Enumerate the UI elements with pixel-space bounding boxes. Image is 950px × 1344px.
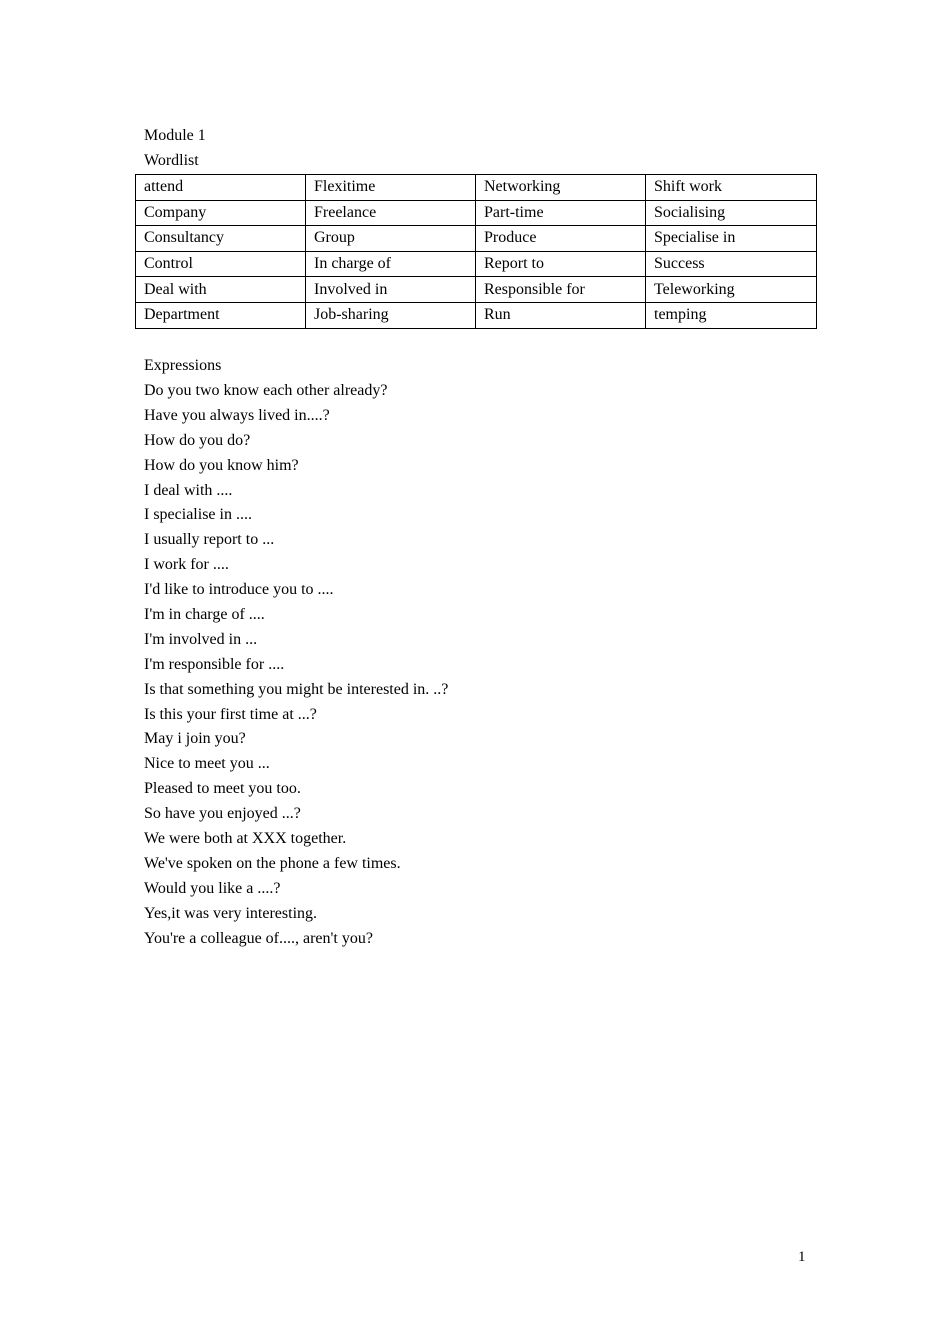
list-item: Is this your first time at ...? bbox=[144, 705, 317, 723]
list-item: We've spoken on the phone a few times. bbox=[144, 854, 401, 872]
list-item: We were both at XXX together. bbox=[144, 830, 347, 848]
table-cell: Group bbox=[306, 226, 476, 252]
table-cell: Success bbox=[646, 251, 817, 277]
table-cell: Department bbox=[136, 302, 306, 328]
wordlist-heading: Wordlist bbox=[144, 152, 199, 169]
table-cell: Shift work bbox=[646, 175, 817, 201]
page-number: 1 bbox=[798, 1249, 806, 1265]
table-cell: Freelance bbox=[306, 200, 476, 226]
table-cell: Company bbox=[136, 200, 306, 226]
table-cell: Responsible for bbox=[476, 277, 646, 303]
list-item: I'd like to introduce you to .... bbox=[144, 581, 334, 599]
table-row bbox=[136, 302, 817, 328]
list-item: I specialise in .... bbox=[144, 506, 252, 524]
list-item: You're a colleague of...., aren't you? bbox=[144, 929, 373, 947]
list-item: I'm in charge of .... bbox=[144, 606, 265, 624]
list-item: I deal with .... bbox=[144, 481, 233, 499]
wordlist-table bbox=[135, 174, 817, 329]
table-cell: Specialise in bbox=[646, 226, 817, 252]
list-item: Yes,it was very interesting. bbox=[144, 904, 318, 922]
table-cell: Part-time bbox=[476, 200, 646, 226]
table-row bbox=[136, 175, 817, 201]
table-cell: Teleworking bbox=[646, 277, 817, 303]
list-item: Do you two know each other already? bbox=[144, 382, 388, 399]
table-cell: temping bbox=[646, 302, 817, 328]
module-title: Module 1 bbox=[144, 127, 206, 144]
list-item: Pleased to meet you too. bbox=[144, 780, 301, 798]
table-cell: Involved in bbox=[306, 277, 476, 303]
table-row bbox=[136, 200, 817, 226]
list-item: Would you like a ....? bbox=[144, 879, 281, 897]
table-cell: Networking bbox=[476, 175, 646, 201]
list-item: How do you do? bbox=[144, 431, 251, 449]
table-cell: Socialising bbox=[646, 200, 817, 226]
table-row bbox=[136, 226, 817, 252]
list-item: I work for .... bbox=[144, 556, 229, 574]
table-cell: Report to bbox=[476, 251, 646, 277]
table-cell: Produce bbox=[476, 226, 646, 252]
table-row bbox=[136, 277, 817, 303]
list-item: Nice to meet you ... bbox=[144, 755, 270, 773]
table-cell: Control bbox=[136, 251, 306, 277]
list-item: Have you always lived in....? bbox=[144, 406, 330, 424]
list-item: Is that something you might be interested in. ..? bbox=[144, 680, 449, 698]
list-item: I usually report to ... bbox=[144, 531, 275, 549]
table-cell: Run bbox=[476, 302, 646, 328]
expressions-list bbox=[144, 381, 448, 953]
list-item: I'm involved in ... bbox=[144, 630, 258, 648]
table-cell: Consultancy bbox=[136, 226, 306, 252]
table-cell: Deal with bbox=[136, 277, 306, 303]
table-cell: Job-sharing bbox=[306, 302, 476, 328]
list-item: How do you know him? bbox=[144, 456, 299, 474]
table-cell: In charge of bbox=[306, 251, 476, 277]
list-item: May i join you? bbox=[144, 730, 246, 748]
table-row bbox=[136, 251, 817, 277]
expressions-heading: Expressions bbox=[144, 357, 222, 374]
list-item: So have you enjoyed ...? bbox=[144, 805, 301, 823]
list-item: I'm responsible for .... bbox=[144, 655, 285, 673]
table-cell: Flexitime bbox=[306, 175, 476, 201]
table-cell: attend bbox=[136, 175, 306, 201]
